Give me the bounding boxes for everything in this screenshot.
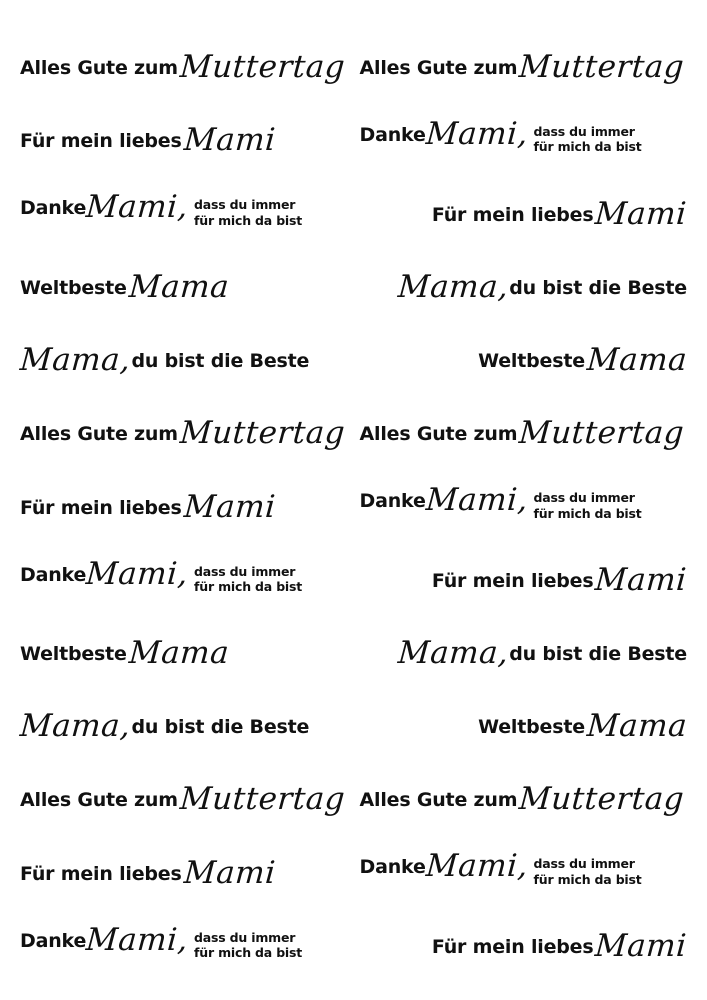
lettering-cell xyxy=(14,541,354,614)
lettering-row xyxy=(14,687,693,760)
lettering-cell xyxy=(354,394,694,467)
lettering-cell xyxy=(354,467,694,540)
lettering-cell xyxy=(354,614,694,687)
lettering-phrase-muttertag xyxy=(359,49,686,86)
phrase-script-text: Mami, xyxy=(424,482,529,519)
phrase-tail-line2: für mich da bist xyxy=(533,505,642,521)
phrase-tail-line2: für mich da bist xyxy=(194,944,303,960)
lettering-phrase-weltbeste xyxy=(20,268,231,305)
phrase-script-text: Mama xyxy=(127,268,231,305)
phrase-bold-text: Alles Gute zum xyxy=(20,423,178,446)
lettering-phrase-mama_beste xyxy=(18,708,310,745)
lettering-phrase-mama_beste xyxy=(396,634,687,671)
phrase-tail-line1: dass du immer xyxy=(533,490,635,506)
lettering-cell xyxy=(354,248,694,321)
phrase-bold-text: Für mein liebes xyxy=(20,496,182,519)
phrase-bold-text: Danke xyxy=(359,490,426,513)
phrase-tail-text xyxy=(534,490,642,521)
lettering-cell xyxy=(14,687,354,760)
lettering-cell xyxy=(354,687,694,760)
lettering-phrase-mami_liebes xyxy=(431,561,689,598)
phrase-script-text: Mami xyxy=(594,195,689,232)
lettering-phrase-mami_liebes xyxy=(431,927,689,964)
lettering-cell xyxy=(354,760,694,833)
lettering-phrase-weltbeste xyxy=(20,634,231,671)
lettering-row xyxy=(14,248,693,321)
phrase-bold-text: du bist die Beste xyxy=(509,642,687,665)
phrase-script-text: Mama, xyxy=(18,708,132,745)
lettering-phrase-muttertag xyxy=(20,781,347,818)
phrase-bold-text: Danke xyxy=(359,856,426,879)
lettering-phrase-danke_mami xyxy=(20,922,302,966)
lettering-phrase-weltbeste xyxy=(478,708,689,745)
lettering-row xyxy=(14,394,693,467)
lettering-cell xyxy=(354,174,694,247)
phrase-script-text: Mama, xyxy=(396,634,510,671)
lettering-cell xyxy=(14,174,354,247)
lettering-cell xyxy=(14,614,354,687)
lettering-phrase-mama_beste xyxy=(18,342,310,379)
lettering-cell xyxy=(354,541,694,614)
phrase-tail-line1: dass du immer xyxy=(194,197,296,213)
lettering-phrase-mama_beste xyxy=(396,268,687,305)
phrase-bold-text: Danke xyxy=(359,124,426,147)
phrase-script-text: Mami, xyxy=(84,189,190,226)
lettering-phrase-mami_liebes xyxy=(431,195,689,232)
phrase-script-text: Muttertag xyxy=(518,49,686,86)
phrase-tail-line1: dass du immer xyxy=(194,563,296,579)
phrase-tail-line2: für mich da bist xyxy=(533,871,642,887)
phrase-tail-text xyxy=(194,564,302,595)
lettering-phrase-muttertag xyxy=(20,415,347,452)
phrase-script-text: Mami, xyxy=(424,116,529,153)
phrase-bold-text: Für mein liebes xyxy=(20,862,182,885)
phrase-script-text: Mami, xyxy=(84,921,190,958)
phrase-tail-line2: für mich da bist xyxy=(533,139,642,155)
lettering-row xyxy=(14,28,693,101)
lettering-cell xyxy=(14,321,354,394)
phrase-bold-text: Für mein liebes xyxy=(431,203,594,226)
phrase-tail-line2: für mich da bist xyxy=(194,212,303,228)
lettering-phrase-danke_mami xyxy=(360,848,642,892)
lettering-cell xyxy=(14,907,354,980)
lettering-phrase-muttertag xyxy=(359,781,686,818)
lettering-row xyxy=(14,760,693,833)
lettering-phrase-muttertag xyxy=(359,415,686,452)
phrase-script-text: Mama xyxy=(585,708,689,745)
lettering-cell xyxy=(354,834,694,907)
lettering-row xyxy=(14,907,693,980)
lettering-row xyxy=(14,321,693,394)
phrase-bold-text: Weltbeste xyxy=(478,716,585,739)
phrase-script-text: Mama, xyxy=(18,342,132,379)
phrase-bold-text: Weltbeste xyxy=(20,642,127,665)
phrase-script-text: Muttertag xyxy=(178,781,347,818)
phrase-script-text: Muttertag xyxy=(178,49,347,86)
phrase-bold-text: Alles Gute zum xyxy=(359,423,518,446)
lettering-cell xyxy=(14,467,354,540)
lettering-phrase-danke_mami xyxy=(20,556,302,600)
phrase-bold-text: Alles Gute zum xyxy=(20,789,178,812)
phrase-script-text: Mama xyxy=(585,342,689,379)
lettering-phrase-muttertag xyxy=(20,49,347,86)
lettering-row xyxy=(14,614,693,687)
phrase-tail-text xyxy=(194,197,302,228)
lettering-cell xyxy=(14,28,354,101)
phrase-bold-text: Für mein liebes xyxy=(431,935,594,958)
phrase-bold-text: Für mein liebes xyxy=(431,569,594,592)
phrase-bold-text: Weltbeste xyxy=(478,350,585,373)
lettering-phrase-weltbeste xyxy=(478,342,689,379)
phrase-script-text: Mami xyxy=(182,854,277,891)
phrase-script-text: Mami, xyxy=(424,848,529,885)
lettering-cell xyxy=(14,394,354,467)
phrase-bold-text: Danke xyxy=(20,929,87,952)
phrase-tail-line1: dass du immer xyxy=(533,124,635,140)
phrase-bold-text: du bist die Beste xyxy=(509,276,687,299)
phrase-script-text: Mama, xyxy=(396,268,510,305)
lettering-phrase-danke_mami xyxy=(360,482,642,526)
phrase-tail-line2: für mich da bist xyxy=(194,578,303,594)
lettering-row xyxy=(14,541,693,614)
phrase-bold-text: Alles Gute zum xyxy=(20,57,178,80)
phrase-bold-text: Danke xyxy=(20,563,87,586)
phrase-bold-text: Für mein liebes xyxy=(20,130,182,153)
lettering-phrase-danke_mami xyxy=(20,189,302,233)
lettering-row xyxy=(14,467,693,540)
lettering-cell xyxy=(354,321,694,394)
phrase-tail-line1: dass du immer xyxy=(194,929,296,945)
lettering-cell xyxy=(354,28,694,101)
phrase-tail-text xyxy=(534,856,642,887)
phrase-tail-text xyxy=(194,930,302,961)
phrase-script-text: Mama xyxy=(127,634,231,671)
phrase-script-text: Mami xyxy=(594,927,689,964)
phrase-bold-text: du bist die Beste xyxy=(131,350,310,373)
lettering-cell xyxy=(14,834,354,907)
lettering-cell xyxy=(14,101,354,174)
phrase-tail-text xyxy=(534,124,642,155)
phrase-bold-text: Weltbeste xyxy=(20,276,127,299)
phrase-bold-text: Alles Gute zum xyxy=(359,57,518,80)
lettering-cell xyxy=(354,907,694,980)
phrase-script-text: Muttertag xyxy=(518,415,686,452)
phrase-script-text: Muttertag xyxy=(178,415,347,452)
phrase-script-text: Mami, xyxy=(84,555,190,592)
lettering-cell xyxy=(14,248,354,321)
lettering-row xyxy=(14,174,693,247)
lettering-phrase-mami_liebes xyxy=(20,854,277,891)
lettering-phrase-danke_mami xyxy=(360,116,642,160)
phrase-bold-text: Danke xyxy=(20,197,87,220)
phrase-script-text: Mami xyxy=(182,488,277,525)
lettering-cell xyxy=(354,101,694,174)
phrase-script-text: Mami xyxy=(594,561,689,598)
phrase-tail-line1: dass du immer xyxy=(533,856,635,872)
lettering-cell xyxy=(14,760,354,833)
phrase-bold-text: du bist die Beste xyxy=(131,716,310,739)
lettering-row xyxy=(14,834,693,907)
lettering-phrase-mami_liebes xyxy=(20,122,277,159)
lettering-row xyxy=(14,101,693,174)
phrase-script-text: Mami xyxy=(182,122,277,159)
lettering-phrase-mami_liebes xyxy=(20,488,277,525)
phrase-script-text: Muttertag xyxy=(518,781,686,818)
phrase-bold-text: Alles Gute zum xyxy=(359,789,518,812)
